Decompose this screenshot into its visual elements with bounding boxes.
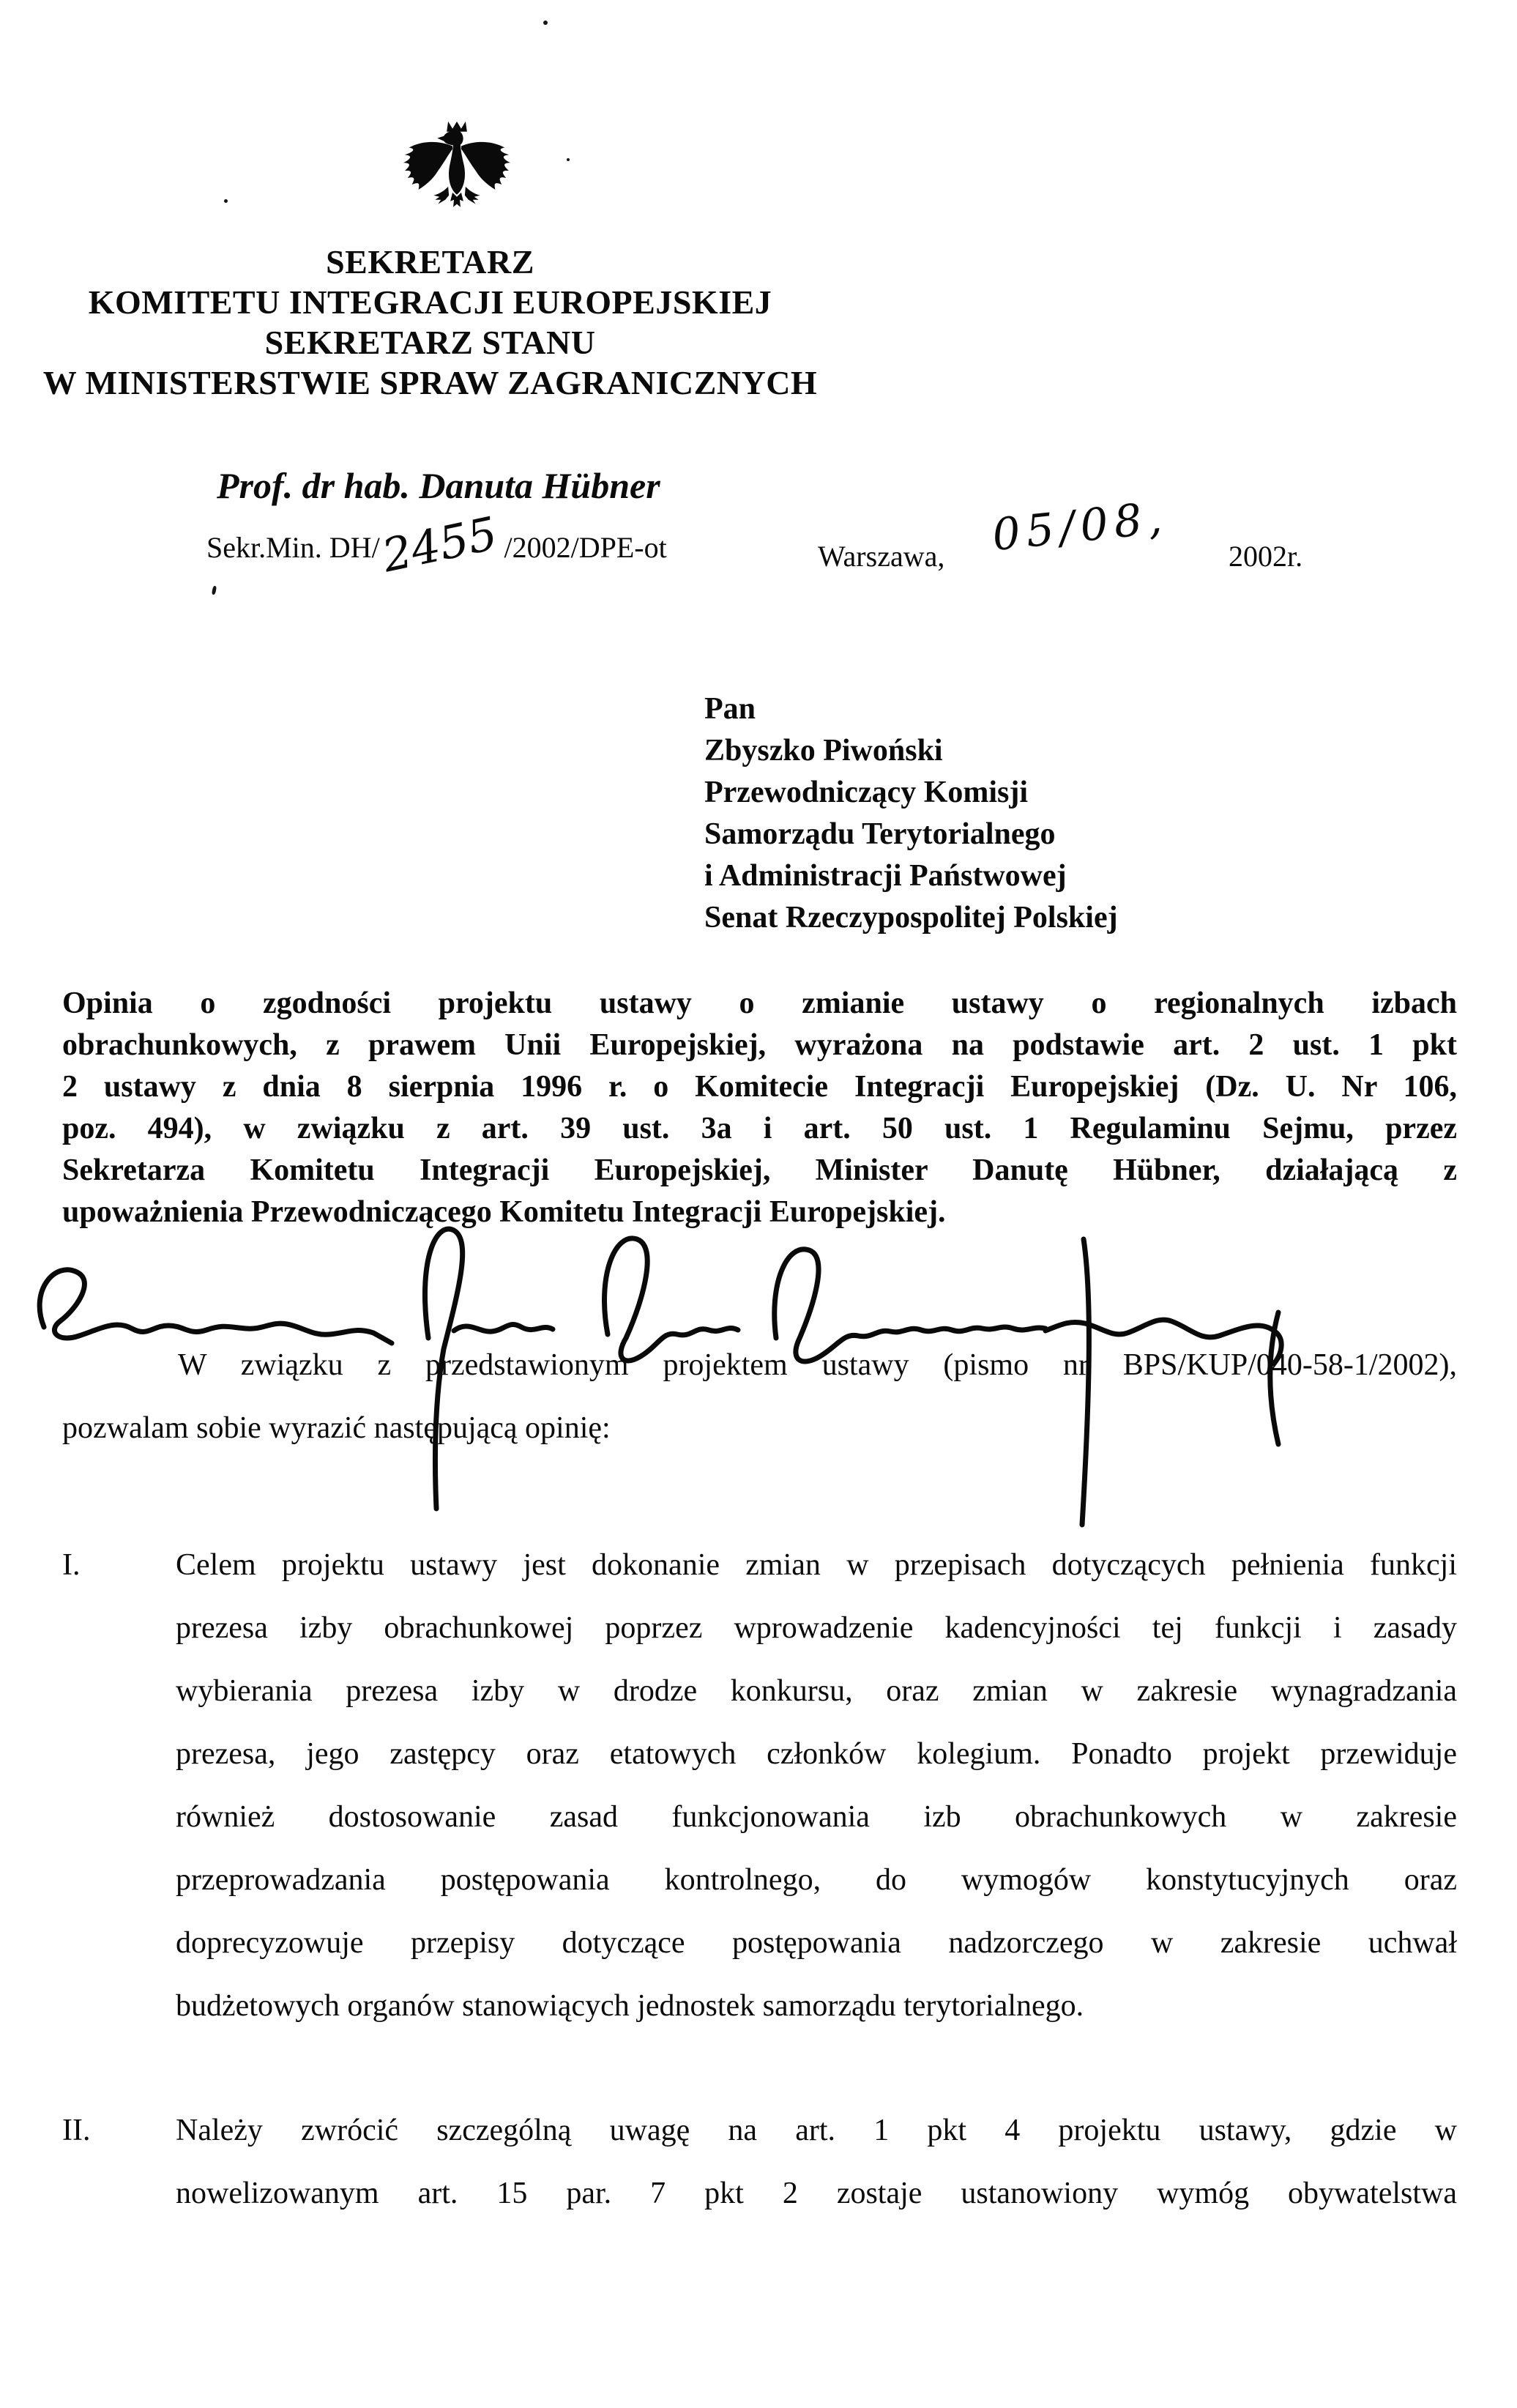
reference-suffix: /2002/DPE-ot [504, 531, 667, 564]
body-line: prezesa, jego zastępcy oraz etatowych członków kolegium. Ponadto projekt przewiduje [176, 1737, 1457, 1771]
addressee-line: Przewodniczący Komisji [704, 776, 1029, 809]
subject-line: Opinia o zgodności projektu ustawy o zmianie ustawy o regionalnych izbach [62, 986, 1457, 1020]
letterhead-line: SEKRETARZ STANU [264, 324, 596, 361]
reference-line [206, 506, 667, 583]
body-line: budżetowych organów stanowiących jednostek samorządu terytorialnego. [176, 1989, 1084, 2023]
section-numeral: I. [62, 1548, 81, 1582]
subject-line: poz. 494), w związku z art. 39 ust. 3a i art. 50 ust. 1 Regulaminu Sejmu, przez [62, 1112, 1457, 1145]
addressee-line: Samorządu Terytorialnego [704, 817, 1056, 851]
body-line: W związku z przedstawionym projektem ustawy (pismo nr BPS/KUP/040-58-1/2002), [178, 1348, 1457, 1382]
letterhead-line: W MINISTERSTWIE SPRAW ZAGRANICZNYCH [42, 364, 818, 401]
section-II [62, 2099, 1457, 2225]
subject-line: upoważnienia Przewodniczącego Komitetu Integracji Europejskiej. [62, 1195, 946, 1229]
addressee-block [704, 688, 1118, 939]
body-line: przeprowadzania postępowania kontrolnego, do wymogów konstytucyjnych oraz [176, 1863, 1457, 1897]
body-line: wybierania prezesa izby w drodze konkursu, oraz zmian w zakresie wynagradzania [176, 1674, 1457, 1708]
section-numeral: II. [62, 2114, 91, 2147]
body-line: Należy zwrócić szczególną uwagę na art. 1 pkt 4 projektu ustawy, gdzie w [176, 2114, 1457, 2147]
addressee-line: Pan [704, 692, 756, 726]
scan-speck [567, 158, 570, 161]
letterhead [18, 242, 842, 403]
section-I [62, 1534, 1457, 2037]
polish-eagle-emblem [392, 119, 522, 244]
scan-speck [212, 586, 217, 595]
addressee-line: i Administracji Państwowej [704, 859, 1067, 893]
subject-line: obrachunkowych, z prawem Unii Europejskiej, wyrażona na podstawie art. 2 ust. 1 pkt [62, 1028, 1457, 1062]
addressee-line: Senat Rzeczypospolitej Polskiej [704, 901, 1118, 934]
letterhead-line: SEKRETARZ [326, 243, 534, 280]
signatory-name: Prof. dr hab. Danuta Hübner [217, 465, 660, 506]
date-city: Warszawa, [818, 540, 945, 573]
handwritten-reference-number: 2455 [377, 506, 502, 583]
body-line: pozwalam sobie wyrazić następującą opinię: [62, 1411, 611, 1445]
intro-paragraph [62, 1343, 1457, 1450]
subject-line: 2 ustawy z dnia 8 sierpnia 1996 r. o Komitecie Integracji Europejskiej (Dz. U. Nr 106, [62, 1070, 1457, 1104]
addressee-line: Zbyszko Piwoński [704, 734, 943, 768]
body-line: prezesa izby obrachunkowej poprzez wprowadzenie kadencyjności tej funkcji i zasady [176, 1611, 1457, 1645]
scan-speck [543, 21, 548, 25]
subject-line: Sekretarza Komitetu Integracji Europejskiej, Minister Danutę Hübner, działającą z [62, 1153, 1457, 1187]
subject-paragraph [62, 983, 1457, 1233]
body-line: nowelizowanym art. 15 par. 7 pkt 2 zostaje ustanowiony wymóg obywatelstwa [176, 2177, 1457, 2210]
scan-speck [224, 199, 228, 203]
body-line: doprecyzowuje przepisy dotyczące postępowania nadzorczego w zakresie uchwał [176, 1926, 1457, 1960]
letterhead-line: KOMITETU INTEGRACJI EUROPEJSKIEJ [88, 283, 772, 321]
body-line: również dostosowanie zasad funkcjonowania izb obrachunkowych w zakresie [176, 1800, 1457, 1834]
date-year: 2002r. [1229, 540, 1303, 573]
reference-prefix: Sekr.Min. DH/ [206, 531, 380, 564]
body-line: Celem projektu ustawy jest dokonanie zmian w przepisach dotyczących pełnienia funkcji [176, 1548, 1457, 1582]
handwritten-date: 05/08, [989, 491, 1170, 562]
